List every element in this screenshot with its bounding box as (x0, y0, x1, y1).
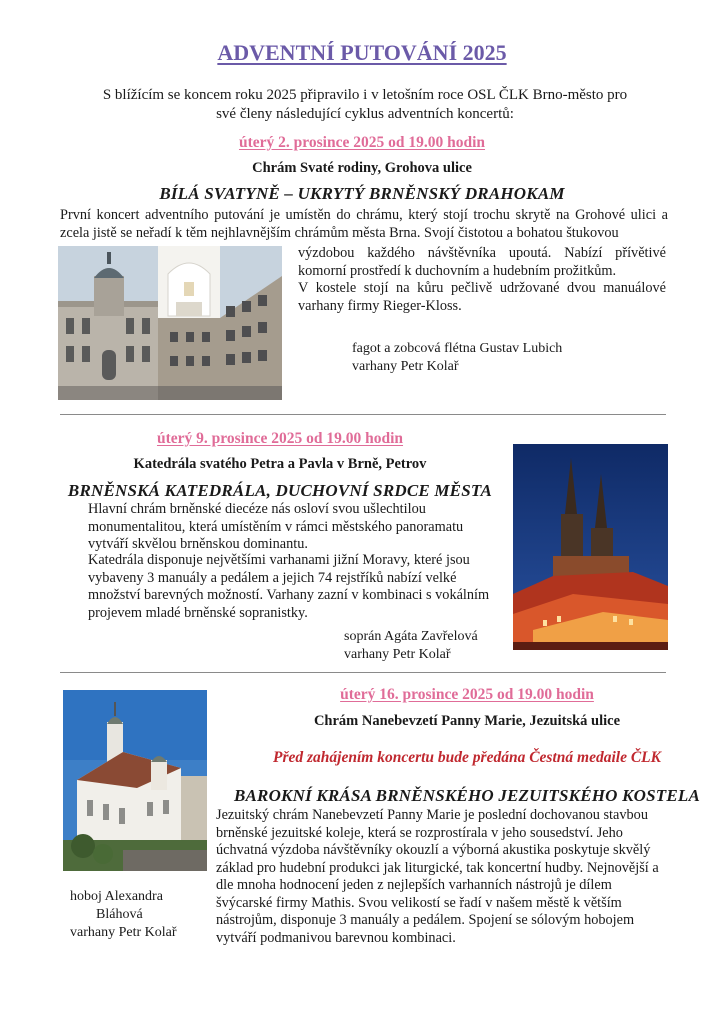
divider-2 (60, 672, 666, 673)
concert3-performer-1a: hoboj Alexandra (70, 889, 163, 904)
concert3-performer-2: varhany Petr Kolař (70, 925, 177, 940)
intro-text (80, 86, 650, 124)
page-title: ADVENTNÍ PUTOVÁNÍ 2025 (217, 40, 507, 65)
concert3-heading: BAROKNÍ KRÁSA BRNĚNSKÉHO JEZUITSKÉHO KOSTELA (233, 786, 701, 805)
concert2-heading: BRNĚNSKÁ KATEDRÁLA, DUCHOVNÍ SRDCE MĚSTA (67, 481, 493, 500)
concert2-cathedral-photo (513, 444, 668, 650)
concert1-church-photo (58, 246, 282, 400)
intro-line-2: své členy následující cyklus adventních koncertů: (216, 106, 514, 122)
concert1-performer-2: varhany Petr Kolař (352, 359, 459, 374)
divider-1 (60, 414, 666, 415)
concert1-performer-1: fagot a zobcová flétna Gustav Lubich (352, 341, 563, 356)
concert3-jesuit-church-photo (63, 690, 207, 871)
concert1-venue: Chrám Svaté rodiny, Grohova ulice (252, 160, 472, 176)
concert2-text-2: Katedrála disponuje největšími varhanami jižní Moravy, které jsou vybaveny 3 manuály a pedálem a jejich 74 rejstříků nabízí velké množství barevných možností. Varhany zazní v kombinaci s vokálním projevem mladé brněnské sopranistky. (88, 552, 490, 621)
concert1-date: úterý 2. prosince 2025 od 19.00 hodin (238, 134, 486, 151)
concert2-text-1: Hlavní chrám brněnské diecéze nás osloví svou ušlechtilou monumentalitou, která umístěním v rámci městského panoramatu vytváří skvělou brněnskou dominantu. (88, 501, 464, 552)
concert3-performer-1b: Bláhová (96, 907, 143, 922)
concert3-venue: Chrám Nanebevzetí Panny Marie, Jezuitská ulice (313, 713, 621, 729)
concert3-medal-notice: Před zahájením koncertu bude předána Čestná medaile ČLK (273, 749, 661, 766)
concert3-text: Jezuitský chrám Nanebevzetí Panny Marie je poslední dochovanou stavbou brněnské jezuitské koleje, která se rozprostírala v jeho sousedství. Jeho úchvatná výzdoba návštěvníky okouzlí a výborná akustika poskytuje skvělý základ pro hudební produkci jak liturgické, tak koncertní hudby. Nejnovější a dle mnoha hodnocení jeden z nejlepších varhanních nástrojů je dílem švýcarské firmy Mathis. Svou velikostí se řadí v našem městě k větším nástrojům, disponuje 3 manuály a pedálem. Spojení se sólovým hobojem vytváří podmanivou barevnou kombinaci. (216, 807, 659, 946)
concert2-performer-2: varhany Petr Kolař (344, 647, 451, 662)
concert1-text-intro: První koncert adventního putování je umístěn do chrámu, který stojí trochu skrytě na Grohové ulici a zcela jistě se neřadí k těm nejhlavnějším chrámům města Brna. Svojí čistotou a bohatou štukovou (60, 207, 668, 241)
intro-line-1: S blížícím se koncem roku 2025 připravilo i v letošním roce OSL ČLK Brno-město pro (102, 87, 628, 103)
concert2-performer-1: soprán Agáta Zavřelová (344, 629, 478, 644)
concert1-heading: BÍLÁ SVATYNĚ – UKRYTÝ BRNĚNSKÝ DRAHOKAM (159, 184, 565, 203)
concert1-text-side: výzdobou každého návštěvníka upoutá. Nabízí přívětivé komorní prostředí k duchovním a hudebním prožitkům. (298, 245, 666, 279)
concert2-venue: Katedrála svatého Petra a Pavla v Brně, Petrov (133, 456, 427, 472)
concert1-text-organ: V kostele stojí na kůru pečlivě udržované dvou manuálové varhany firmy Rieger-Kloss. (298, 280, 666, 314)
concert2-date: úterý 9. prosince 2025 od 19.00 hodin (156, 430, 404, 447)
concert3-date: úterý 16. prosince 2025 od 19.00 hodin (340, 686, 594, 703)
